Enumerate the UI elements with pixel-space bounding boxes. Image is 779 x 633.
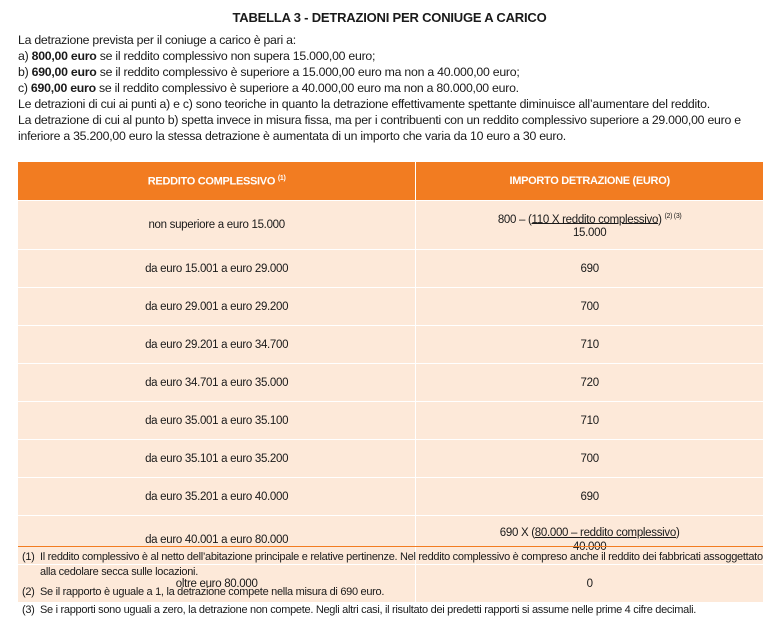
footnote-1 xyxy=(18,550,763,579)
table-row xyxy=(18,250,763,288)
value-cell: 690 xyxy=(416,250,763,288)
formula-denominator: 15.000 xyxy=(572,227,607,240)
footnote-number: (1) xyxy=(22,551,35,563)
value-cell: 700 xyxy=(416,288,763,326)
intro-line: Le detrazioni di cui ai punti a) e c) sono teoriche in quanto la detrazione effettivamente spettante diminuisce all’aumentare del reddito. xyxy=(18,97,710,111)
intro-item-a xyxy=(18,48,768,64)
formula-numerator-line xyxy=(500,526,680,540)
range-cell: da euro 35.201 a euro 40.000 xyxy=(18,478,416,516)
table-row xyxy=(18,402,763,440)
item-text: se il reddito complessivo non supera 15.000,00 euro; xyxy=(96,49,376,63)
value-cell: 710 xyxy=(416,326,763,364)
item-prefix: a) xyxy=(18,49,32,63)
item-amount: 800,00 euro xyxy=(31,49,97,63)
table-row xyxy=(18,201,763,250)
value-cell: 0 xyxy=(416,565,763,603)
table-row xyxy=(18,478,763,516)
table-row xyxy=(18,326,763,364)
formula-suffix: ) xyxy=(675,527,680,539)
item-text: se il reddito complessivo è superiore a 15.000,00 euro ma non a 40.000,00 euro; xyxy=(96,65,520,79)
table-row xyxy=(18,440,763,478)
table-row xyxy=(18,364,763,402)
header-importo: IMPORTO DETRAZIONE (EURO) xyxy=(416,162,763,201)
formula-prefix: 800 – ( xyxy=(497,213,532,226)
footnote-number: (2) xyxy=(22,586,35,598)
footnote-3 xyxy=(18,603,763,618)
range-cell: da euro 40.001 a euro 80.000 xyxy=(18,516,416,565)
intro-text xyxy=(18,32,768,144)
intro-item-c xyxy=(18,80,768,96)
item-amount: 690,00 euro xyxy=(30,81,96,95)
formula-suffix: ) xyxy=(658,213,662,226)
intro-line: La detrazione di cui al punto b) spetta invece in misura fissa, ma per i contribuenti con un reddito complessivo superiore a 29.000,00 euro e inferiore a 35.200,00 euro la stessa detrazione è aumentata di un importo che varia da 10 euro a 30 euro. xyxy=(18,113,741,143)
formula-prefix: 690 X ( xyxy=(499,527,535,539)
range-cell: da euro 34.701 a euro 35.000 xyxy=(18,364,416,402)
item-text: se il reddito complessivo è superiore a 40.000,00 euro ma non a 80.000,00 euro. xyxy=(95,81,519,95)
formula-numerator: 80.000 – reddito complessivo xyxy=(534,527,676,539)
value-cell: 710 xyxy=(416,402,763,440)
footnote-2 xyxy=(18,585,763,600)
footnote-number: (3) xyxy=(22,603,35,616)
page-title: TABELLA 3 - DETRAZIONI PER CONIUGE A CARICO xyxy=(232,10,547,25)
footnotes xyxy=(18,546,763,620)
table-row xyxy=(18,288,763,326)
footnote-text: Se il rapporto è uguale a 1, la detrazione compete nella misura di 690 euro. xyxy=(40,586,385,598)
intro-line: La detrazione prevista per il coniuge a carico è pari a: xyxy=(18,33,296,47)
header-footnote-ref: (1) xyxy=(277,174,286,182)
header-label: REDDITO COMPLESSIVO xyxy=(147,175,276,188)
range-cell: da euro 29.201 a euro 34.700 xyxy=(18,326,416,364)
footnote-text: Se i rapporti sono uguali a zero, la detrazione non compete. Negli altri casi, il risultato dei predetti rapporti si assume nelle prime 4 cifre decimali. xyxy=(40,603,697,616)
value-cell: 720 xyxy=(416,364,763,402)
footnote-text: Il reddito complessivo è al netto dell’abitazione principale e relative pertinenze. Nel reddito complessivo è compreso anche il reddito dei fabbricati assoggettato alla cedolare secca sulle locazioni. xyxy=(40,551,763,578)
range-cell: da euro 29.001 a euro 29.200 xyxy=(18,288,416,326)
header-reddito xyxy=(18,162,416,201)
formula-denominator: 40.000 xyxy=(572,541,607,553)
formula-numerator: 110 X reddito complessivo xyxy=(531,213,659,226)
value-cell: 690 xyxy=(416,478,763,516)
range-cell: da euro 35.101 a euro 35.200 xyxy=(18,440,416,478)
formula-cell xyxy=(416,201,763,250)
range-cell: oltre euro 80.000 xyxy=(18,565,416,603)
formula-footnote-ref: (2) (3) xyxy=(664,212,682,220)
item-prefix: b) xyxy=(18,65,32,79)
item-prefix: c) xyxy=(18,81,31,95)
formula-fraction xyxy=(498,210,682,241)
range-cell: non superiore a euro 15.000 xyxy=(18,201,416,250)
table-header-row xyxy=(18,162,763,201)
range-cell: da euro 15.001 a euro 29.000 xyxy=(18,250,416,288)
deductions-table xyxy=(18,162,763,602)
intro-item-b xyxy=(18,64,768,80)
value-cell: 700 xyxy=(416,440,763,478)
range-cell: da euro 35.001 a euro 35.100 xyxy=(18,402,416,440)
item-amount: 690,00 euro xyxy=(31,65,97,79)
formula-numerator-line xyxy=(498,210,682,227)
